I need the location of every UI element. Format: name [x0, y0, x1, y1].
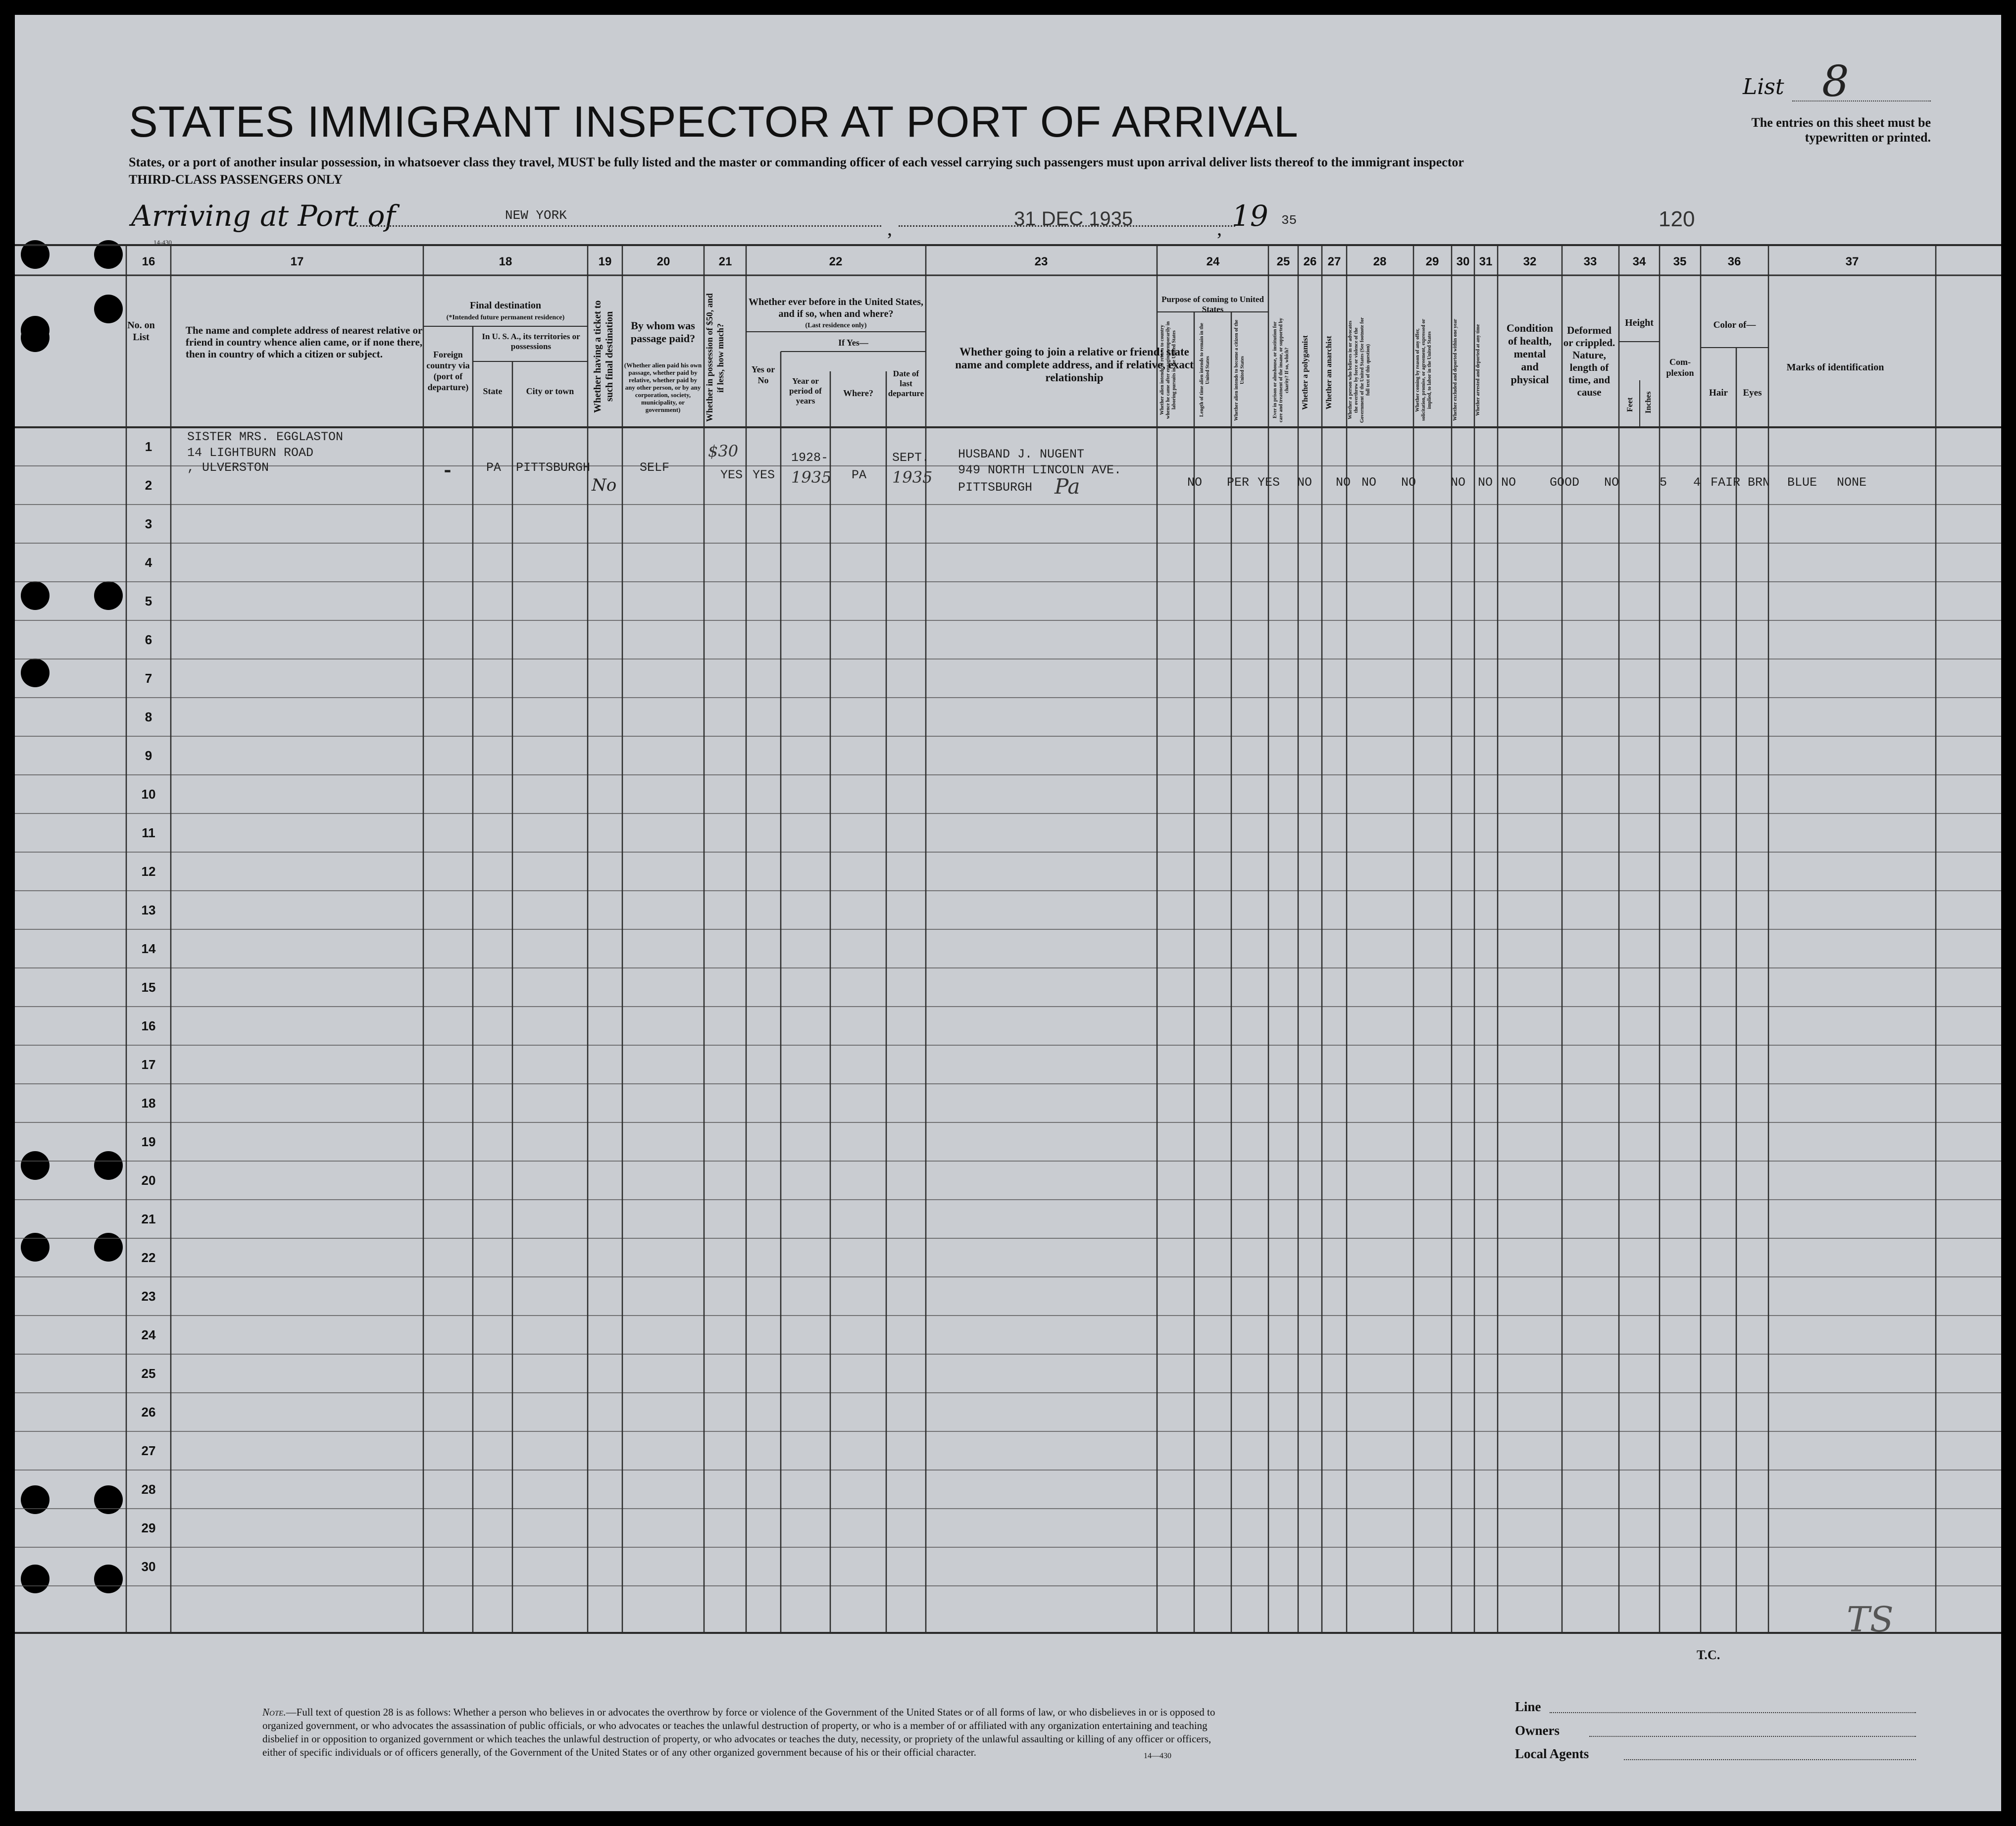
row-number: 26 — [141, 1405, 156, 1420]
page-subtitle: THIRD-CLASS PASSENGERS ONLY — [129, 172, 343, 187]
row-number: 23 — [141, 1289, 156, 1304]
column-number: 26 — [1303, 255, 1317, 268]
row-number: 3 — [145, 516, 152, 531]
row-number: 2 — [145, 478, 152, 493]
column-number: 31 — [1479, 255, 1493, 268]
form-code: 14—430 — [1144, 1752, 1171, 1760]
col16-header: No. on List — [127, 320, 155, 343]
row-number: 9 — [145, 748, 152, 763]
col18-state: State — [483, 386, 503, 396]
col22-ifyes: If Yes— — [838, 338, 868, 348]
form-code-top: 14-430 — [153, 239, 172, 246]
col18-header: Final destination — [470, 300, 541, 311]
row-number: 13 — [141, 903, 156, 917]
row-number: 30 — [141, 1559, 156, 1574]
col22-yesno: Yes or No — [751, 364, 775, 385]
join-line3-hand: Pa — [1055, 474, 1080, 499]
excluded-value: NO — [1478, 475, 1493, 490]
overthrow-value: NO — [1401, 475, 1416, 490]
row-number: 7 — [145, 671, 152, 686]
row-number: 6 — [145, 632, 152, 647]
arriving-label: Arriving at Port of — [131, 199, 396, 233]
hair-value: BRN — [1748, 475, 1770, 490]
column-number: 20 — [656, 255, 670, 268]
row-number: 11 — [142, 825, 155, 840]
polygamist-value: NO — [1336, 475, 1351, 490]
row-number: 16 — [141, 1018, 156, 1033]
column-number: 30 — [1456, 255, 1470, 268]
column-number: 37 — [1845, 255, 1859, 268]
money-note: $30 — [708, 442, 739, 460]
row-number: 25 — [141, 1366, 156, 1381]
line-label: Line — [1515, 1699, 1541, 1714]
column-number: 27 — [1327, 255, 1341, 268]
initials: TS — [1847, 1599, 1894, 1640]
row-number: 15 — [141, 980, 156, 995]
row-number: 10 — [141, 787, 156, 802]
col26-header: Whether a polygamist — [1301, 335, 1310, 410]
col18-usa: In U. S. A., its territories or possessions — [482, 332, 580, 351]
where-value: PA — [852, 468, 867, 482]
years-line1: 1928- — [791, 451, 829, 465]
column-number: 24 — [1206, 255, 1220, 268]
col35-header: Com- plexion — [1666, 357, 1694, 378]
eyes-value: BLUE — [1787, 475, 1817, 490]
column-number: 18 — [499, 255, 512, 268]
relative-line3: , ULVERSTON — [187, 460, 269, 475]
row-number: 18 — [141, 1096, 156, 1111]
row-number: 12 — [141, 864, 156, 879]
footnote — [262, 1706, 1223, 1759]
return-value: NO — [1187, 475, 1203, 490]
footnote-label: Note. — [262, 1706, 286, 1718]
column-number: 35 — [1673, 255, 1687, 268]
col36-header: Color of— — [1713, 320, 1756, 330]
column-number: 28 — [1373, 255, 1387, 268]
state-value: PA — [486, 460, 502, 475]
col30-header: Whether excluded and deported within one year — [1453, 319, 1458, 421]
inches-value: 4 — [1693, 475, 1701, 490]
row-number: 5 — [145, 594, 152, 609]
citizen-value: YES — [1258, 475, 1280, 490]
column-number: 36 — [1727, 255, 1741, 268]
col28-header: Whether a person who believes in or advocates the overthrow by force or violence of the Government of the United States (See footnote for full text of this question) — [1348, 317, 1371, 423]
join-line2: 949 NORTH LINCOLN AVE. — [958, 463, 1122, 477]
column-number: 17 — [290, 255, 304, 268]
arrested-value: NO — [1501, 475, 1516, 490]
row-number: 29 — [141, 1521, 156, 1535]
col34-inches: Inches — [1644, 391, 1653, 413]
col25-header: Ever in prison or almshouse, or institution for care and treatment of the insane, or supported by charity? If so, which? — [1272, 318, 1290, 422]
col20-header: By whom was passage paid? — [630, 319, 696, 345]
col34-feet: Feet — [1626, 397, 1634, 412]
col22-date: Date of last departure — [888, 369, 924, 398]
row-number: 8 — [145, 710, 152, 724]
tc-mark: T.C. — [1697, 1648, 1720, 1662]
col21-header: Whether in possession of $50, and if less, how much? — [705, 293, 725, 422]
money-value: YES — [720, 468, 743, 482]
owners-label: Owners — [1515, 1723, 1560, 1738]
col24-header: Purpose of coming to United States — [1161, 295, 1264, 314]
col22-sub: (Last residence only) — [805, 322, 867, 329]
years-line2: 1935 — [791, 468, 832, 487]
column-number: 33 — [1583, 255, 1597, 268]
column-number: 34 — [1632, 255, 1646, 268]
departure-line2: 1935 — [892, 468, 933, 487]
col22-header: Whether ever before in the United States, and if so, when and where? — [749, 297, 923, 319]
port-value: NEW YORK — [505, 208, 567, 223]
offer-value: NO — [1451, 475, 1466, 490]
departure-line1: SEPT. — [892, 451, 930, 465]
line-field — [1550, 1712, 1916, 1713]
foreign-dash: - — [442, 460, 454, 483]
col34-header: Height — [1625, 317, 1654, 328]
col22-year: Year or period of years — [789, 376, 822, 406]
ticket-value: No — [592, 475, 617, 495]
join-line3: PITTSBURGH — [958, 480, 1033, 495]
col18-sub: (*Intended future permanent residence) — [446, 314, 565, 321]
col18-city: City or town — [526, 386, 574, 396]
comma: , — [887, 217, 892, 240]
owners-field — [1589, 1736, 1916, 1737]
health-value: GOOD — [1550, 475, 1580, 490]
list-number: 8 — [1822, 57, 1849, 106]
col27-header: Whether an anarchist — [1325, 336, 1333, 409]
column-number: 21 — [718, 255, 732, 268]
page-title: STATES IMMIGRANT INSPECTOR AT PORT OF ARRIVAL — [129, 97, 1299, 146]
table-grid — [15, 15, 2001, 1811]
prison-value: NO — [1297, 475, 1312, 490]
relative-line2: 14 LIGHTBURN ROAD — [187, 446, 314, 460]
year-suffix: 35 — [1281, 213, 1297, 228]
column-number: 29 — [1425, 255, 1439, 268]
col17-header: The name and complete address of nearest relative or friend in country whence alien came, or if none there, then in country of which a citizen or subject. — [186, 324, 423, 360]
column-number: 16 — [142, 255, 155, 268]
list-label: List — [1743, 74, 1784, 100]
column-number: 25 — [1276, 255, 1290, 268]
date-stamp: 31 DEC 1935 — [1014, 208, 1133, 230]
row-number: 14 — [141, 941, 156, 956]
row-number: 20 — [141, 1173, 156, 1188]
col23-header: Whether going to join a relative or friend; state name and complete address, and if relative, exact relationship — [955, 346, 1194, 384]
column-number: 23 — [1034, 255, 1048, 268]
row-number: 19 — [141, 1134, 156, 1149]
column-number: 22 — [829, 255, 843, 268]
instruction-text: States, or a port of another insular possession, in whatsoever class they travel, MUST be fully listed and the master or commanding officer of each vessel carrying such passengers must upon arrival deliver lists thereof to the immigrant inspector — [129, 155, 1464, 169]
before-value: YES — [753, 468, 775, 482]
row-number: 21 — [141, 1212, 156, 1226]
complexion-value: FAIR — [1711, 475, 1741, 490]
row-number: 4 — [145, 555, 152, 570]
col20-sub: (Whether alien paid his own passage, whether paid by relative, whether paid by any other person, or by any corporation, society, municipality, or government) — [624, 361, 702, 413]
join-line1: HUSBAND J. NUGENT — [958, 447, 1085, 461]
stamp-number: 120 — [1659, 207, 1695, 231]
col24-a: Whether alien intends to return to country whence he came after engaging temporarily in laboring pursuits in the United States — [1159, 321, 1177, 419]
agents-field — [1624, 1759, 1916, 1760]
col32-header: Condition of health, mental and physical — [1506, 322, 1554, 386]
row-number: 28 — [141, 1482, 156, 1497]
col33-header: Deformed or crippled. Nature, length of time, and cause — [1563, 324, 1615, 398]
relative-line1: SISTER MRS. EGGLASTON — [187, 430, 344, 444]
typewrite-note: The entries on this sheet must be typewritten or printed. — [1751, 115, 1931, 145]
col29-header: Whether coming by reason of any offer, solicitation, promise, or agreement, expressed or implied, to labor in the United States — [1415, 319, 1432, 421]
column-number: 32 — [1523, 255, 1537, 268]
manifest-sheet — [15, 15, 2001, 1811]
col36-hair: Hair — [1709, 388, 1728, 398]
row-number: 1 — [145, 439, 152, 454]
col24-c: Whether alien intends to become a citizen of the United States — [1234, 319, 1245, 421]
column-number: 19 — [598, 255, 612, 268]
year-prefix: 19 — [1232, 199, 1268, 233]
col31-header: Whether arrested and deported at any time — [1475, 324, 1481, 416]
paid-by-value: SELF — [640, 460, 670, 475]
row-number: 27 — [141, 1443, 156, 1458]
agents-label: Local Agents — [1515, 1746, 1589, 1761]
row-number: 22 — [141, 1250, 156, 1265]
col37-header: Marks of identification — [1786, 362, 1884, 373]
col24-b: Length of time alien intends to remain in the United States — [1199, 323, 1210, 417]
city-value: PITTSBURGH — [516, 460, 591, 475]
col18-foreign: Foreign country via (port of departure) — [426, 350, 470, 392]
row-number: 24 — [141, 1327, 156, 1342]
col22-where: Where? — [843, 388, 873, 398]
anarchist-value: NO — [1361, 475, 1377, 490]
feet-value: 5 — [1660, 475, 1667, 490]
row-number: 17 — [141, 1057, 156, 1072]
comma: , — [1217, 217, 1222, 240]
deformed-value: NO — [1604, 475, 1619, 490]
footnote-text: —Full text of question 28 is as follows: Whether a person who believes in or advocates the overthrow by force or violence of the Government of the United States or of all forms of law, or who disbelieves in or is opposed to organized government, or who advocates the assassination of public officials, or who advocates or teaches the unlawful destruction of property, or who is a member of or affiliated with any organization entertaining and teaching disbelief in or opposition to organized government or which teaches the unlawful destruction of property, or who advocates or teaches the duty, necessity, or propriety of the unlawful assaulting or killing of any officer or officers, either of specific individuals or of officers generally, of the Government of the United States or of any other organized government because of his or their official character. — [262, 1706, 1215, 1758]
length-value: PER — [1227, 475, 1250, 490]
col36-eyes: Eyes — [1743, 388, 1762, 398]
col19-header: Whether having a ticket to such final destination — [592, 300, 615, 413]
marks-value: NONE — [1837, 475, 1867, 490]
